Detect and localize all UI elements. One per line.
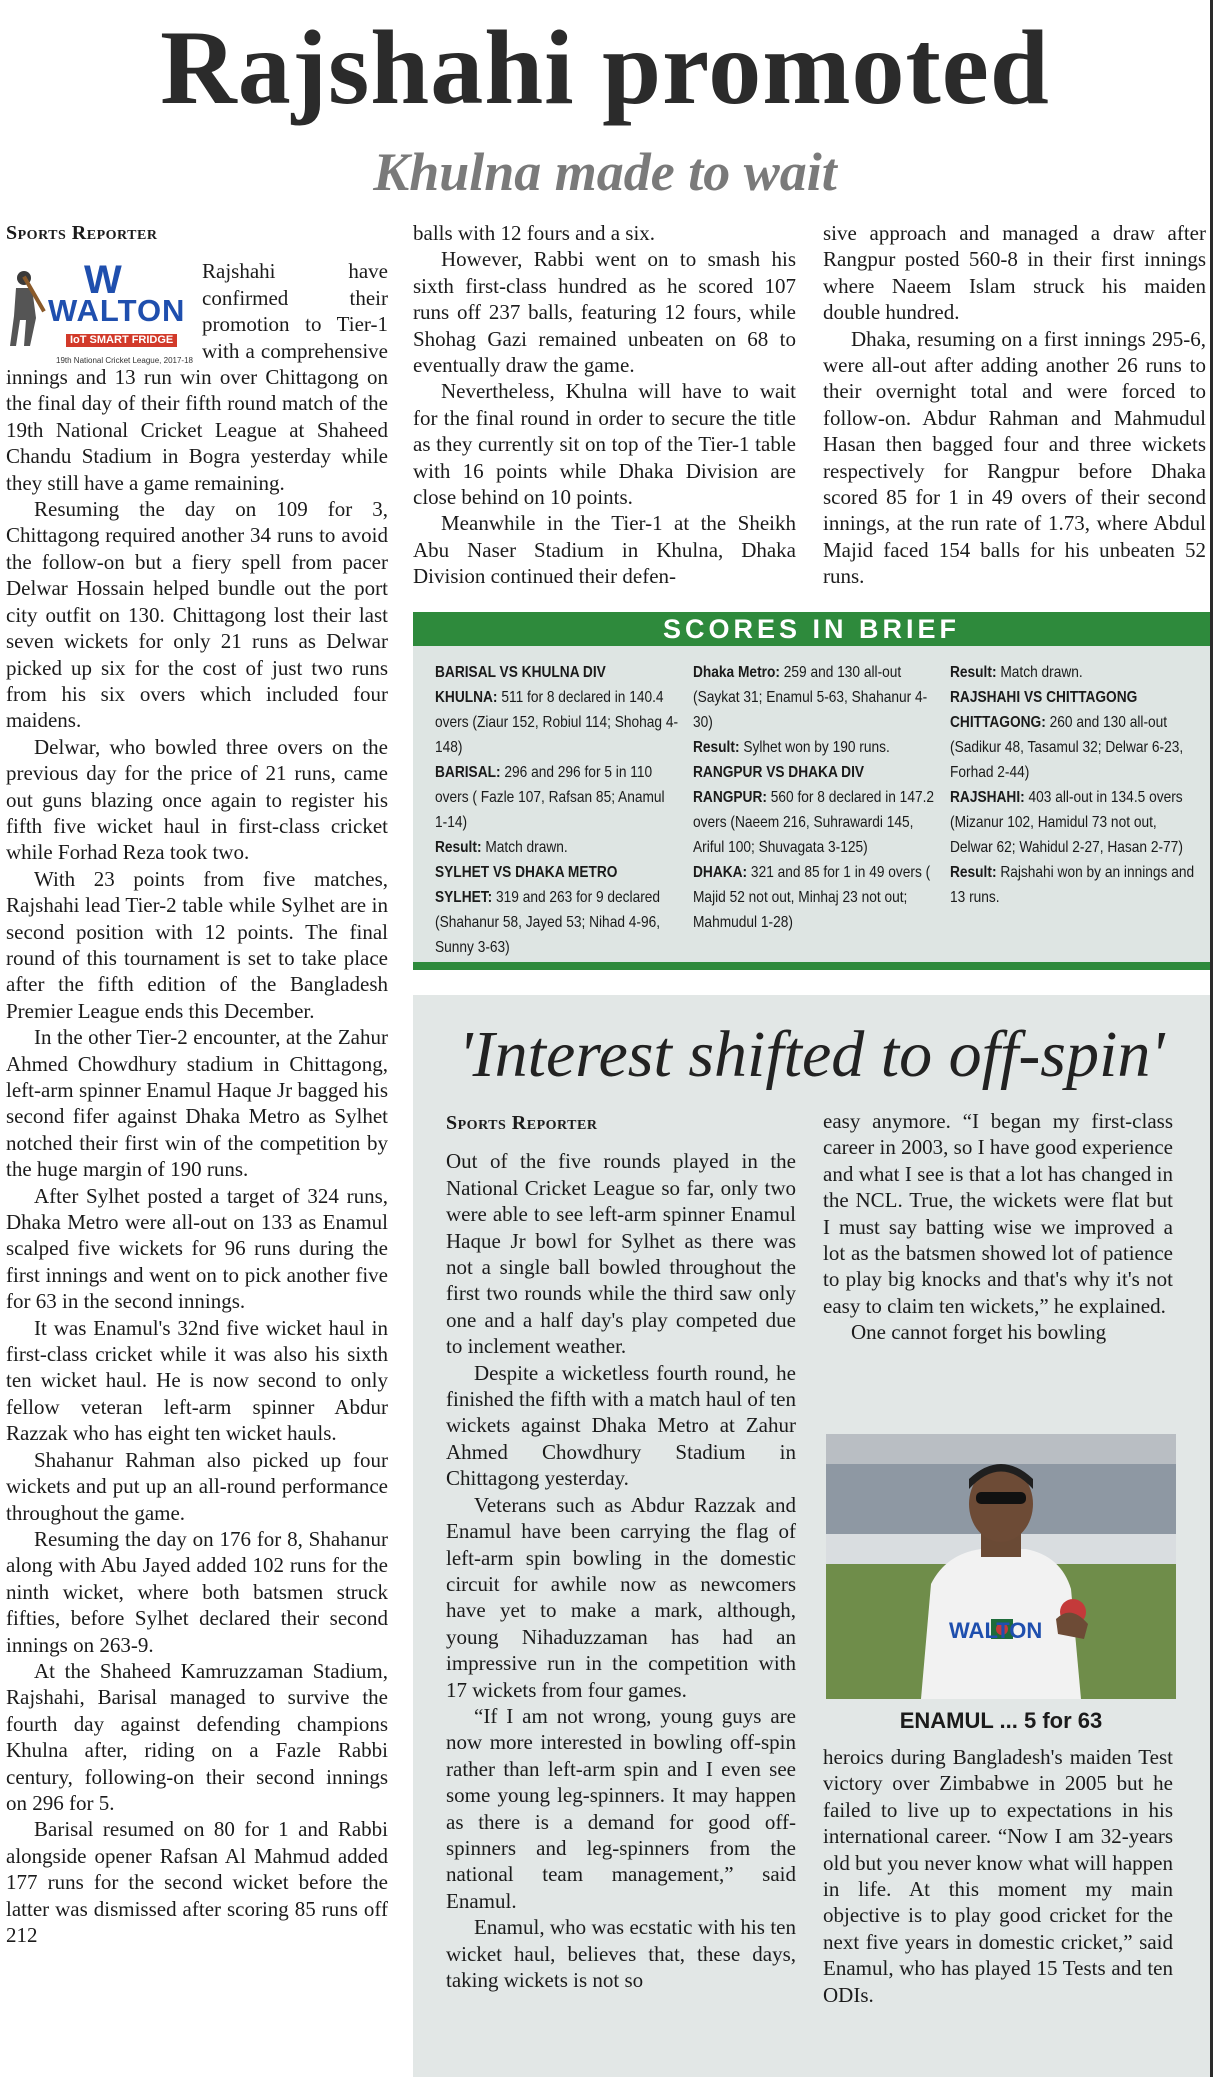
team-label: KHULNA: <box>435 689 498 706</box>
paragraph: It was Enamul's 32nd five wicket haul in first-class cricket while it was also his sixth ten wicket haul. He is now second to only fellow veteran left-arm spinner Abdur Razzak who has eight ten wicket hauls. <box>6 1315 388 1446</box>
match-title: RANGPUR VS DHAKA DIV <box>693 764 865 781</box>
paragraph: Barisal resumed on 80 for 1 and Rabbi alongside opener Rafsan Al Mahmud added 177 runs for the second wicket before the latter was dismissed after scoring 85 runs off 212 <box>6 1817 388 1947</box>
article2-column-2-top <box>823 1108 1173 1346</box>
paragraph: Resuming the day on 109 for 3, Chittagong required another 34 runs to avoid the follow-on but a fiery spell from pacer Delwar Hossain helped bundle out the port city outfit on 130. Chittagong lost their last seven wickets for only 21 runs as Delwar picked up six for the cost of just two runs from his six overs which included four maidens. <box>6 497 388 733</box>
paragraph: “If I am not wrong, young guys are now more interested in bowling off-spin rather than left-arm spin and I even see some young leg-spinners. It may happen as there is a demand for good off-spinners and leg-spinners from the national team management,” said Enamul. <box>446 1703 796 1913</box>
scores-title: SCORES IN BRIEF <box>413 612 1210 646</box>
paragraph: Enamul, who was ecstatic with his ten wicket haul, believes that, these days, taking wickets is not so <box>446 1915 796 1992</box>
enamul-photo <box>826 1434 1176 1699</box>
lead-paragraph: Rajshahi have confirmed their promotion to Tier-1 with a comprehensive innings and 13 run win over Chittagong on the final day of their fifth round match of the 19th National Cricket League at Shaheed Chandu Stadium in Bogra yesterday while they still have a game remaining. <box>6 259 388 495</box>
scores-column-3 <box>950 660 1195 910</box>
article2-column-2-bottom <box>823 1744 1173 2008</box>
paragraph: After Sylhet posted a target of 324 runs, Dhaka Metro were all-out on 133 as Enamul scalped five wickets for 96 runs during the first innings and went on to pick another five for 63 in the second innings. <box>6 1183 388 1314</box>
scores-in-brief-box <box>413 612 1210 969</box>
team-score: 259 and 130 all-out (Saykat 31; Enamul 5-63, Shahanur 4-30) <box>693 664 928 731</box>
headline: Rajshahi promoted <box>160 9 1050 126</box>
team-label: SYLHET: <box>435 889 493 906</box>
scores-column-2 <box>693 660 938 935</box>
paragraph: Shahanur Rahman also picked up four wickets and put up an all-round performance throughout the game. <box>6 1447 388 1525</box>
team-score: 511 for 8 declared in 140.4 overs (Ziaur 152, Robiul 114; Shohag 4-148) <box>435 689 679 756</box>
team-score: 319 and 263 for 9 declared (Shahanur 58, Jayed 53; Nihad 4-96, Sunny 3-63) <box>435 889 661 956</box>
match-title: BARISAL VS KHULNA DIV <box>435 664 606 681</box>
result-label: Result: <box>950 664 997 681</box>
scores-column-1 <box>435 660 680 960</box>
subheadline: Khulna made to wait <box>373 142 837 202</box>
photo-caption: ENAMUL ... 5 for 63 <box>899 1708 1103 1733</box>
cricketer-logo-icon <box>6 268 46 348</box>
column-rule <box>1210 0 1213 2077</box>
team-score: 560 for 8 declared in 147.2 overs (Naeem 216, Suhrawardi 145, Ariful 100; Shuvagata 3-125) <box>693 789 935 856</box>
paragraph: Meanwhile in the Tier-1 at the Sheikh Abu Naser Stadium in Khulna, Dhaka Division continued their defen- <box>413 511 796 589</box>
team-score: 296 and 296 for 5 in 110 overs ( Fazle 107, Rafsan 85; Anamul 1-14) <box>435 764 665 831</box>
article-column-1 <box>6 220 388 1948</box>
article-column-3 <box>823 220 1206 590</box>
paragraph: Delwar, who bowled three overs on the previous day for the price of 21 runs, came out guns blazing once again to register his fifth five wicket haul in first-class cricket while Forhad Reza took two. <box>6 734 388 865</box>
player-photo-illustration <box>826 1434 1176 1699</box>
team-label: RAJSHAHI: <box>950 789 1025 806</box>
shirt-sponsor: WALTON <box>949 1618 1043 1643</box>
paragraph: balls with 12 fours and a six. <box>413 221 656 245</box>
match-title: RAJSHAHI VS CHITTAGONG <box>950 689 1138 706</box>
walton-w-icon: W <box>84 258 122 303</box>
article2-headline: 'Interest shifted to off-spin' <box>458 1018 1165 1091</box>
result-text: Rajshahi won by an innings and 13 runs. <box>950 864 1195 906</box>
team-label: Dhaka Metro: <box>693 664 780 681</box>
paragraph: Veterans such as Abdur Razzak and Enamul have been carrying the flag of left-arm spin bowling in the domestic circuit for awhile now as newcomers have yet to make a mark, although, young Nihaduzzaman has had an impressive run in the competition with 17 wickets from four games. <box>446 1492 796 1702</box>
result-label: Result: <box>435 839 482 856</box>
paragraph: However, Rabbi went on to smash his sixth first-class hundred as he scored 107 runs off 237 balls, featuring 12 fours, while Shohag Gazi remained unbeaten on 68 to eventually draw the game. <box>413 247 796 378</box>
result-label: Result: <box>950 864 997 881</box>
paragraph: Out of the five rounds played in the National Cricket League so far, only two were able to see left-arm spinner Enamul Haque Jr bowl for Sylhet as there was not a single ball bowled throughout the first two rounds while the third saw only one and a half day's play competed due to inclement weather. <box>446 1149 796 1359</box>
paragraph: Despite a wicketless fourth round, he finished the fifth with a match haul of ten wickets against Dhaka Metro at Zahur Ahmed Chowdhury Stadium in Chittagong yesterday. <box>446 1360 796 1491</box>
article2-column-1 <box>446 1110 796 1993</box>
byline: Sports Reporter <box>6 222 158 244</box>
team-label: RANGPUR: <box>693 789 767 806</box>
match-title: SYLHET VS DHAKA METRO <box>435 864 618 881</box>
paragraph: One cannot forget his bowling <box>851 1320 1107 1345</box>
team-label: CHITTAGONG: <box>950 714 1046 731</box>
result-text: Match drawn. <box>996 664 1083 681</box>
paragraph: heroics during Bangladesh's maiden Test victory over Zimbabwe in 2005 but he failed to live up to expectations in his international career. “Now I am 32-years old but you never know what will happen in life. At this moment my main objective is to play good cricket for the next five years in domestic cricket,” said Enamul, who has played 15 Tests and ten ODIs. <box>823 1745 1173 2007</box>
result-text: Match drawn. <box>481 839 568 856</box>
team-label: BARISAL: <box>435 764 501 781</box>
paragraph: Nevertheless, Khulna will have to wait for the final round in order to secure the title as they currently sit on top of the Tier-1 table with 16 points while Dhaka Division are close behind on 10 points. <box>413 379 796 510</box>
walton-logo <box>6 258 193 366</box>
paragraph: sive approach and managed a draw after Rangpur posted 560-8 in their first innings where Naeem Islam struck his maiden double hundred. <box>823 221 1206 325</box>
article-column-2 <box>413 220 796 590</box>
team-score: 403 all-out in 134.5 overs (Mizanur 102, Hamidul 73 not out, Delwar 62; Wahidul 2-27, Hasan 2-77) <box>950 789 1183 856</box>
paragraph: Dhaka, resuming on a first innings 295-6, were all-out after adding another 26 runs to their overnight total and were forced to follow-on. Abdur Rahman and Mahmudul Hasan then bagged four and three wickets respectively for Rangpur before Dhaka scored 85 for 1 in 49 overs of their second innings, at the run rate of 1.73, where Abdul Majid faced 154 balls for his unbeaten 52 runs. <box>823 326 1206 589</box>
paragraph: At the Shaheed Kamruzzaman Stadium, Rajshahi, Barisal managed to survive the fourth day against defending champions Khulna after, riding on a Fazle Rabbi century, following-on their second innings on 296 for 5. <box>6 1658 388 1815</box>
paragraph: With 23 points from five matches, Rajshahi lead Tier-2 table while Sylhet are in second position with 12 points. The final round of this tournament is set to take place after the fifth edition of the Bangladesh Premier League ends this December. <box>6 866 388 1023</box>
paragraph: Resuming the day on 176 for 8, Shahanur along with Abu Jayed added 102 runs for the ninth wicket, where both batsmen struck fifties, before Sylhet declared their second innings on 263-9. <box>6 1526 388 1657</box>
article2-byline: Sports Reporter <box>446 1112 598 1134</box>
paragraph: In the other Tier-2 encounter, at the Zahur Ahmed Chowdhury stadium in Chittagong, left-arm spinner Enamul Haque Jr bagged his second fifer against Dhaka Metro as Sylhet notched their first win of the competition by the huge margin of 190 runs. <box>6 1025 388 1182</box>
logo-brand: WALTON <box>48 293 186 329</box>
result-label: Result: <box>693 739 740 756</box>
logo-tagline: IoT SMART FRIDGE <box>66 334 177 347</box>
logo-event: 19th National Cricket League, 2017-18 <box>56 356 193 366</box>
result-text: Sylhet won by 190 runs. <box>739 739 890 756</box>
paragraph: easy anymore. “I began my first-class career in 2003, so I have good experience and what I see is that a lot has changed in the NCL. True, the wickets were flat but I must say batting wise we improved a lot as the batsmen showed lot of patience to play big knocks and that's why it's not easy to claim ten wickets,” he explained. <box>823 1109 1173 1318</box>
team-score: 321 and 85 for 1 in 49 overs ( Majid 52 not out, Minhaj 23 not out; Mahmudul 1-28) <box>693 864 931 931</box>
team-score: 260 and 130 all-out (Sadikur 48, Tasamul 32; Delwar 6-23, Forhad 2-44) <box>950 714 1184 781</box>
scores-bottom-rule <box>413 962 1210 970</box>
team-label: DHAKA: <box>693 864 748 881</box>
